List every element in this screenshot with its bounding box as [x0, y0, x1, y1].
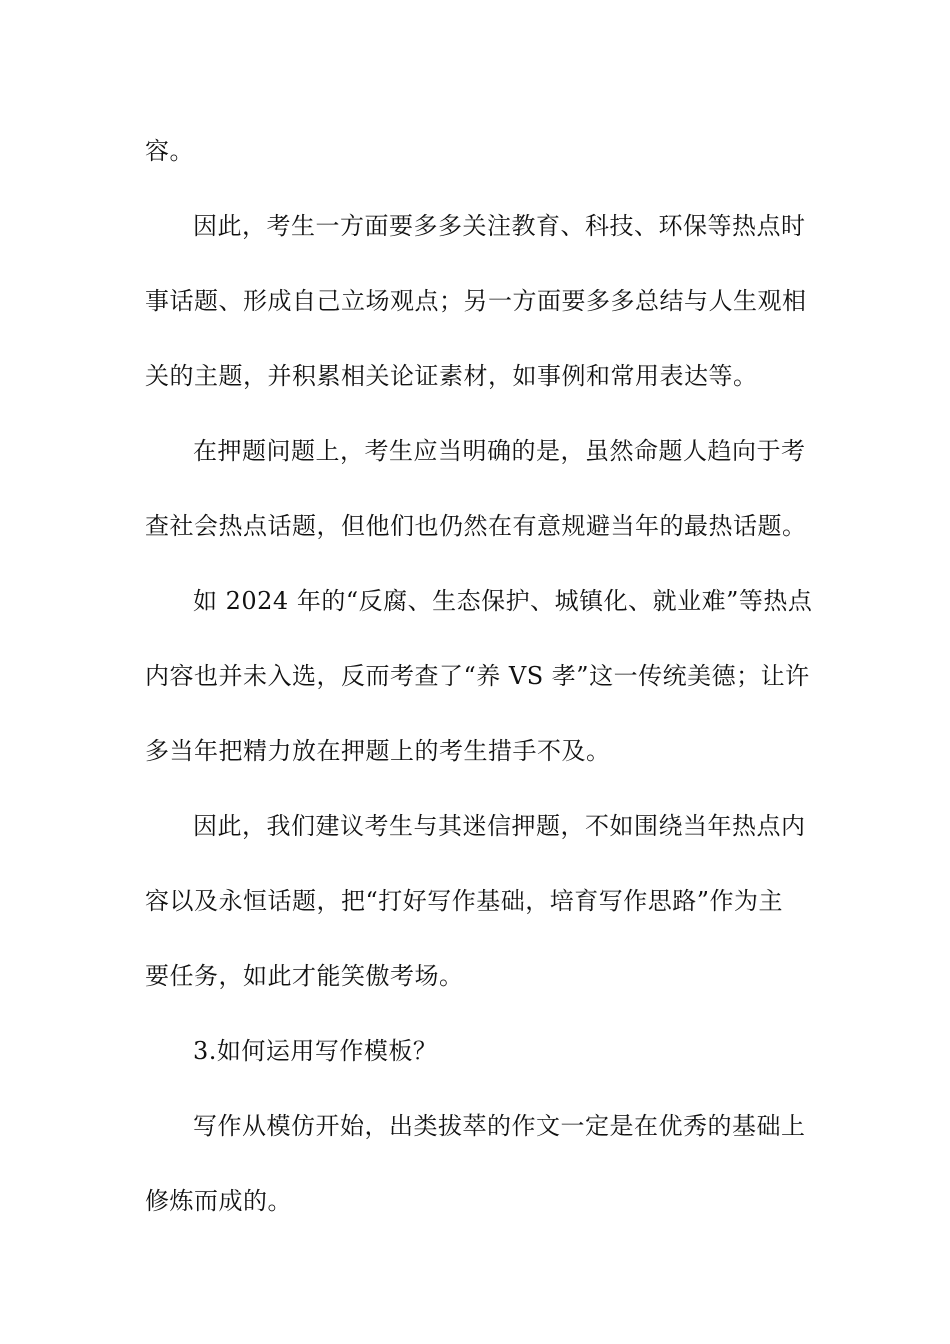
text-line-p3-l1: 内容也并未入选，反而考查了“养 VS 孝”这一传统美德；让许	[145, 662, 810, 690]
text-line-p6-l0: 写作从模仿开始，出类拔萃的作文一定是在优秀的基础上	[193, 1112, 806, 1140]
text-line-p2-l1: 查社会热点话题，但他们也仍然在有意规避当年的最热话题。	[145, 512, 807, 540]
text-line-p2-l0: 在押题问题上，考生应当明确的是，虽然命题人趋向于考	[193, 437, 806, 465]
text-line-p4-l2: 要任务，如此才能笑傲考场。	[145, 962, 464, 990]
text-line-p1-l0: 因此，考生一方面要多多关注教育、科技、环保等热点时	[193, 212, 806, 240]
text-line-p1-l1: 事话题、形成自己立场观点；另一方面要多多总结与人生观相	[145, 287, 807, 315]
text-line-p6-l1: 修炼而成的。	[145, 1187, 292, 1215]
text-line-p1-l2: 关的主题，并积累相关论证素材，如事例和常用表达等。	[145, 362, 758, 390]
text-line-p3-l2: 多当年把精力放在押题上的考生措手不及。	[145, 737, 611, 765]
text-line-p4-l1: 容以及永恒话题，把“打好写作基础，培育写作思路”作为主	[145, 887, 784, 915]
text-line-p4-l0: 因此，我们建议考生与其迷信押题，不如围绕当年热点内	[193, 812, 806, 840]
text-line-p3-l0: 如 2024 年的“反腐、生态保护、城镇化、就业难”等热点	[193, 587, 813, 615]
section-heading: 3.如何运用写作模板？	[193, 1037, 438, 1065]
text-line-p0-l0: 容。	[145, 137, 194, 165]
